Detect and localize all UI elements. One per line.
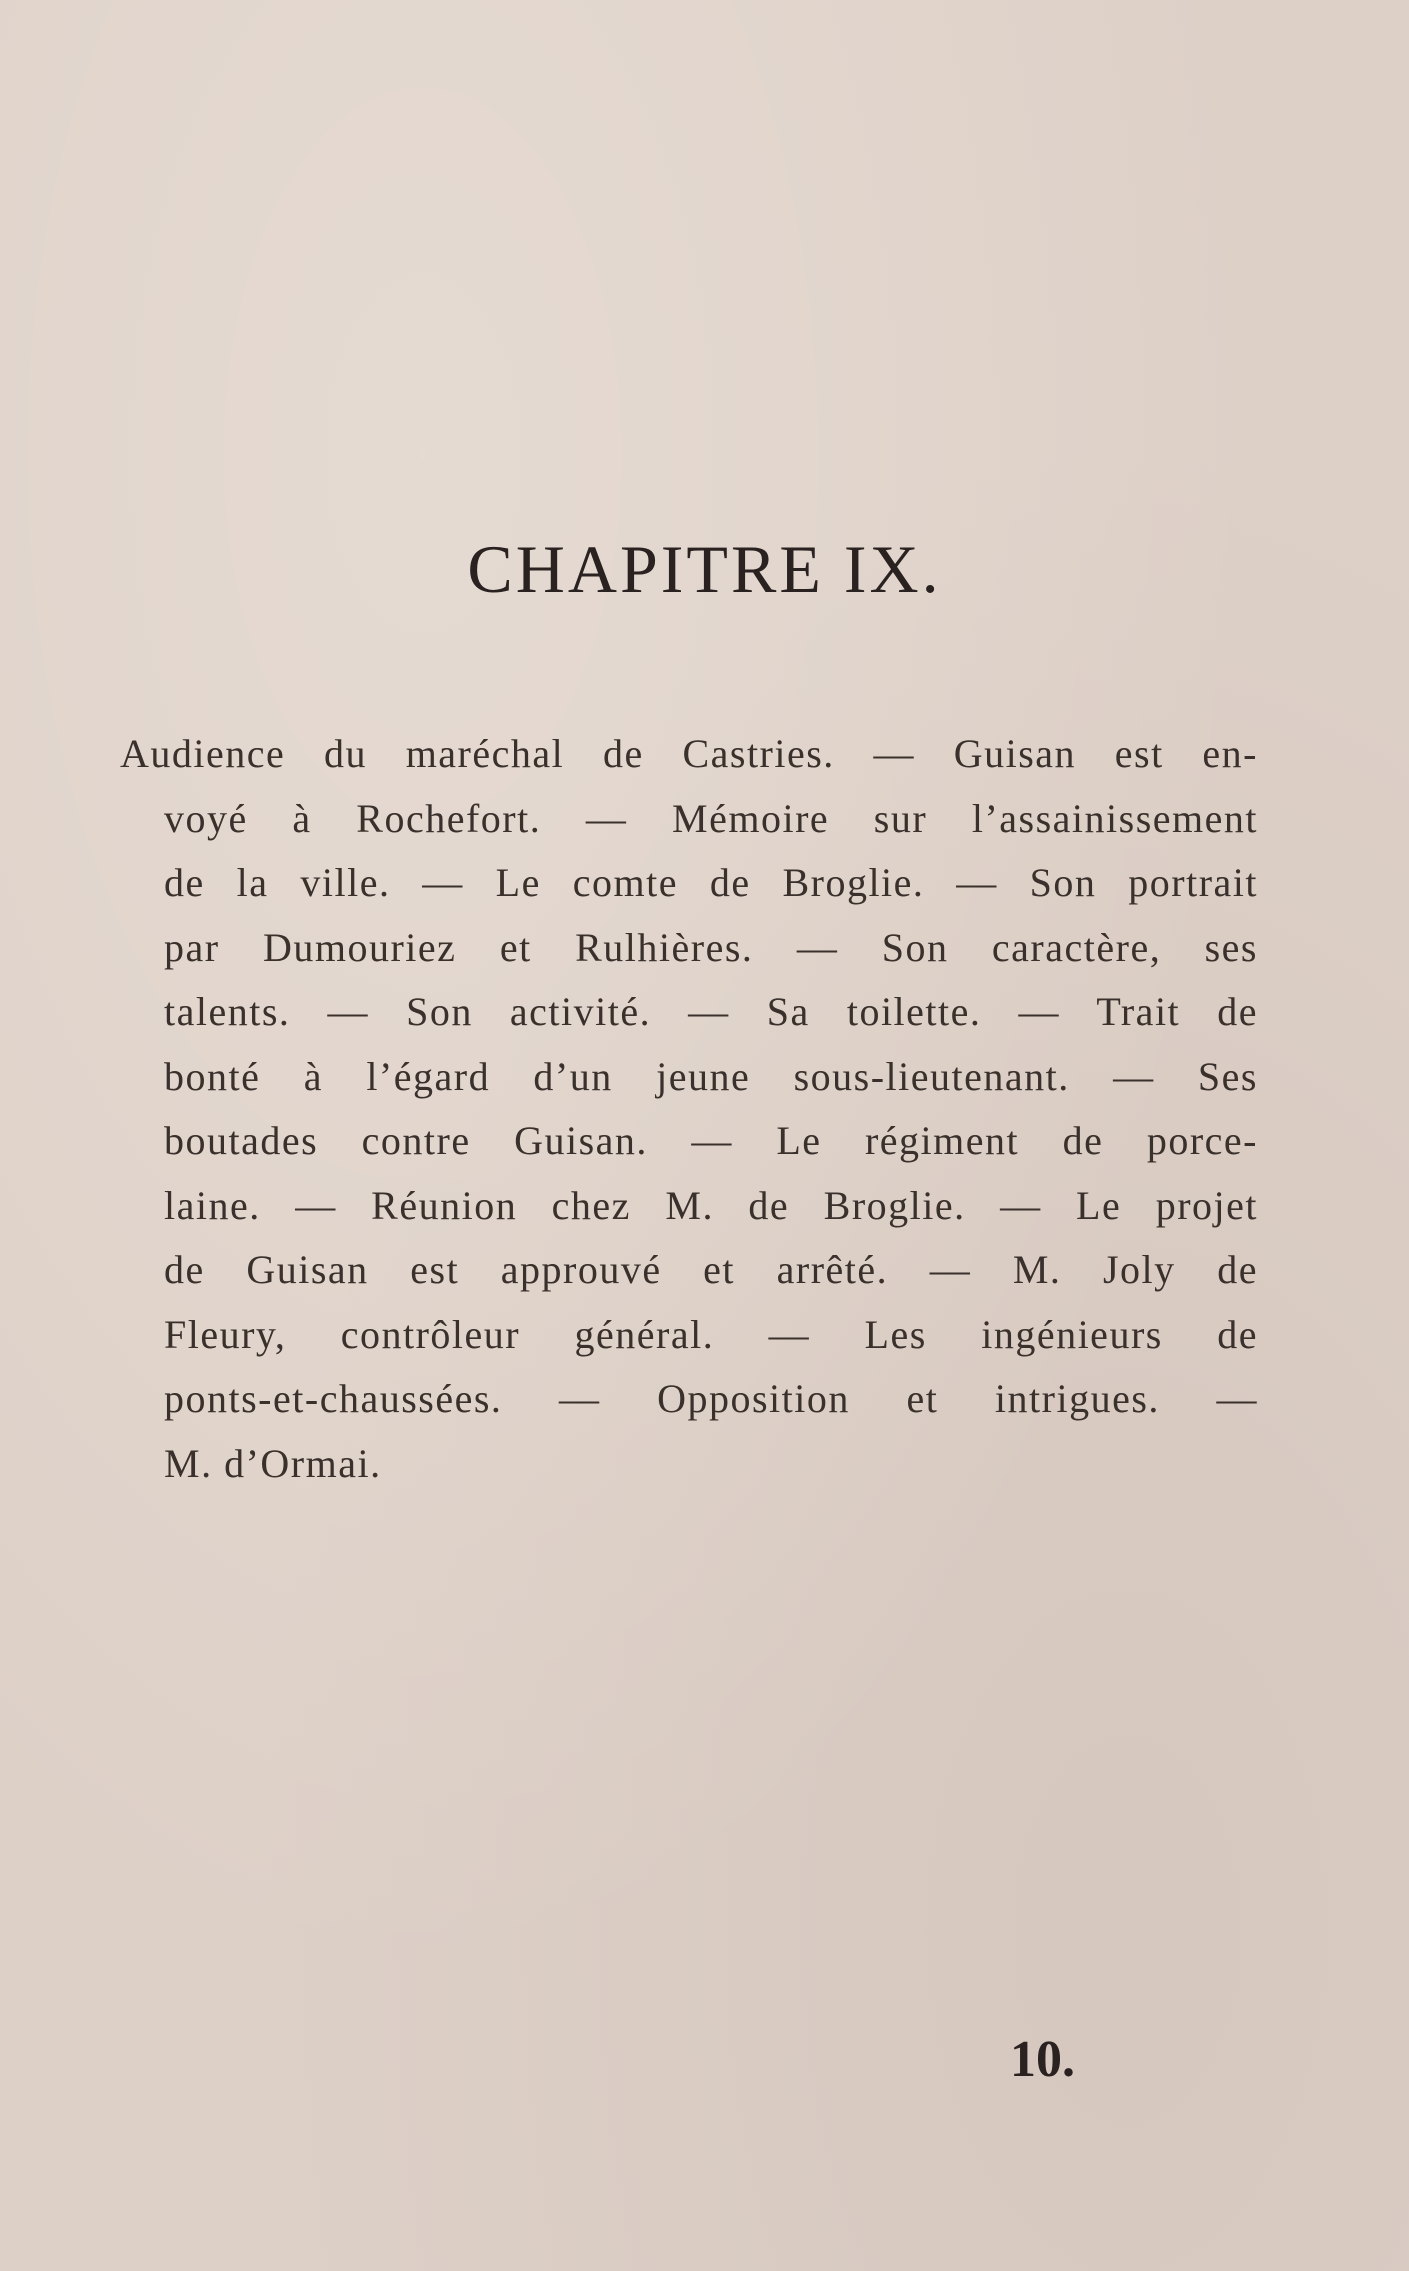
summary-line: ponts-et-chaussées. — Opposition et intrigues. —	[164, 1376, 1258, 1421]
summary-line: laine. — Réunion chez M. de Broglie. — Le projet	[164, 1182, 1258, 1228]
summary-line: par Dumouriez et Rulhières. — Son caractère, ses	[164, 924, 1258, 970]
summary-line: voyé à Rochefort. — Mémoire sur l’assainissement	[164, 795, 1258, 841]
summary-line: de Guisan est approuvé et arrêté. — M. Joly de	[164, 1247, 1258, 1292]
summary-line: de la ville. — Le comte de Broglie. — Son portrait	[164, 860, 1258, 905]
summary-line: bonté à l’égard d’un jeune sous-lieutenant. — Ses	[164, 1053, 1258, 1099]
page-number: 10.	[1010, 2031, 1075, 2088]
summary-line: boutades contre Guisan. — Le régiment de porce-	[164, 1118, 1258, 1163]
summary-line: Audience du maréchal de Castries. — Guisan est en-	[120, 731, 1258, 776]
chapter-title: CHAPITRE IX.	[467, 531, 942, 607]
summary-line: Fleury, contrôleur général. — Les ingénieurs de	[164, 1311, 1258, 1357]
summary-line: talents. — Son activité. — Sa toilette. — Trait de	[164, 989, 1258, 1034]
summary-line: M. d’Ormai.	[164, 1440, 382, 1486]
chapter-summary	[120, 722, 1258, 1496]
